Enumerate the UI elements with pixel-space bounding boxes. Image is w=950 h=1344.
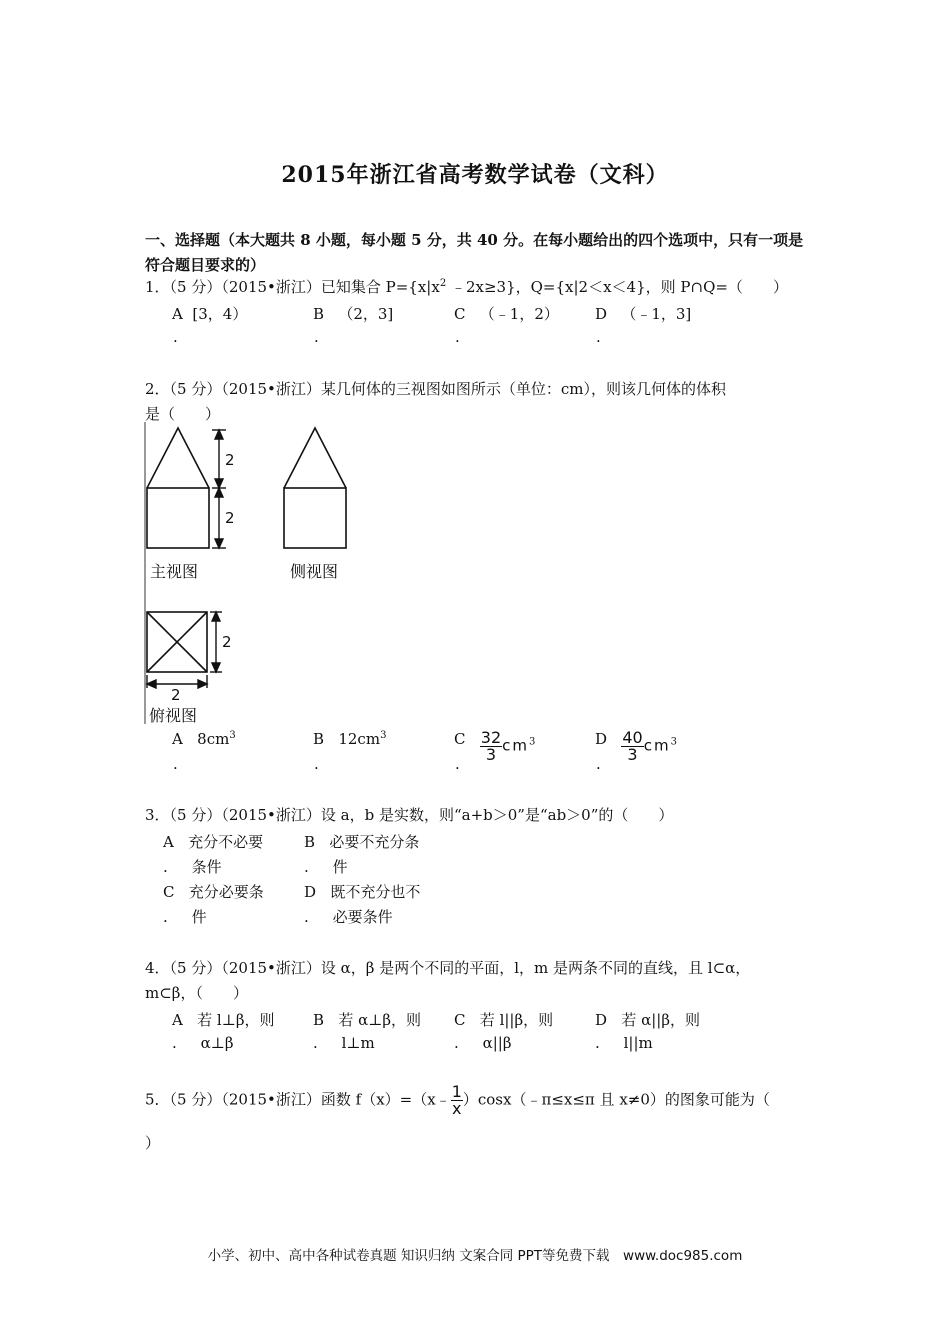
question-3-stem: 3．（5 分）（2015•浙江）设 a，b 是实数，则“a+b＞0”是“ab＞0”的（ ）	[145, 806, 674, 824]
q1-option-c-dot: .	[455, 328, 460, 346]
question-1-stem: 1．（5 分）（2015•浙江）已知集合 $P=\{x|x^2$ ﹣2x≥3}，Q={x|2＜x＜4}，则 P∩Q=（ ）	[145, 278, 788, 296]
q1-option-a-dot: .	[173, 328, 178, 346]
side-view	[284, 428, 346, 548]
top-view-bottom-dim-label: 2	[171, 686, 181, 704]
page-footer: 小学、初中、高中各种试卷真题 知识归纳 文案合同 PPT等免费下载 www.doc985.com	[207, 1248, 743, 1264]
question-5-stem-line2: ）	[145, 1134, 161, 1152]
section-heading: 一、选择题（本大题共 8 小题，每小题 5 分，共 40 分。在每小题给出的四个选项中，只有一项是符合题目要求的）	[145, 231, 804, 274]
question-4-stem-line2: m⊂β，（ ）	[145, 984, 248, 1002]
q3-option-c[interactable]: C 充分必要条	[163, 883, 264, 901]
q4-option-a[interactable]: A 若 l⊥β，则	[172, 1011, 275, 1029]
question-2-stem-line2: 是（ ）	[145, 405, 221, 423]
front-view-dimension	[212, 430, 226, 548]
q2-option-c[interactable]: C $\frac{32}{3}$ $cm^3$	[454, 728, 536, 764]
q5-fraction: $\frac{1}{x}$	[451, 1082, 462, 1118]
q2-option-d[interactable]: D $\frac{40}{3}$ $cm^3$	[595, 728, 677, 764]
q1-option-c[interactable]: C （﹣1，2）	[454, 305, 559, 323]
question-4-stem: 4．（5 分）（2015•浙江）设 α，β 是两个不同的平面，l，m 是两条不同的直线，且 l⊂α，	[145, 959, 751, 977]
q4-option-c[interactable]: C 若 l||β，则	[454, 1011, 554, 1029]
q4-option-b[interactable]: B 若 α⊥β，则	[313, 1011, 422, 1029]
q1-option-b[interactable]: B （2，3]	[313, 305, 394, 323]
q3-option-b-line2: . 件	[304, 858, 348, 876]
q2-option-c-dot: .	[455, 755, 460, 773]
q4-option-b-line2: . l⊥m	[313, 1034, 375, 1052]
top-view-side-dimension	[210, 612, 222, 672]
q2-option-c-fraction: $\frac{32}{3}$	[480, 728, 502, 764]
q3-option-d-line2: . 必要条件	[304, 908, 393, 926]
q3-option-b[interactable]: B 必要不充分条	[304, 833, 420, 851]
q2-option-d-fraction: $\frac{40}{3}$	[622, 728, 643, 764]
q4-option-a-line2: . α⊥β	[172, 1034, 234, 1052]
q1-option-b-dot: .	[314, 328, 319, 346]
q3-option-c-line2: . 件	[163, 908, 207, 926]
q2-option-a[interactable]: A $8cm^3$	[172, 730, 236, 748]
q3-option-a[interactable]: A 充分不必要	[163, 833, 264, 851]
q4-option-d[interactable]: D 若 α||β，则	[595, 1011, 701, 1029]
q2-option-a-dot: .	[173, 755, 178, 773]
q1-option-a[interactable]: A [3，4）	[172, 305, 248, 323]
question-5-stem: 5．（5 分）（2015•浙江）函数 f（x）=（x﹣ $\frac{1}{x}$ ）cosx（﹣π≤x≤π 且 x≠0）的图象可能为（	[145, 1082, 770, 1118]
q3-option-d[interactable]: D 既不充分也不	[304, 883, 421, 901]
q3-option-a-line2: . 条件	[163, 858, 222, 876]
question-2-stem: 2．（5 分）（2015•浙江）某几何体的三视图如图所示（单位：cm），则该几何体的体积	[145, 380, 727, 398]
front-view-label: 主视图	[150, 562, 199, 581]
front-dim-top-label: 2	[225, 451, 235, 469]
top-view	[147, 612, 207, 672]
q2-option-d-dot: .	[596, 755, 601, 773]
front-view	[147, 428, 209, 548]
page-title: 2015年浙江省高考数学试卷（文科）	[281, 162, 669, 188]
q4-option-c-line2: . α||β	[454, 1034, 512, 1052]
side-view-label: 侧视图	[290, 562, 339, 581]
q4-option-d-line2: . l||m	[595, 1034, 653, 1052]
front-dim-bottom-label: 2	[225, 509, 235, 527]
three-view-figure	[140, 422, 360, 727]
top-view-label: 俯视图	[149, 706, 198, 725]
q2-option-b[interactable]: B $12cm^3$	[313, 730, 387, 748]
q1-option-d[interactable]: D （﹣1，3]	[595, 305, 692, 323]
q1-option-d-dot: .	[596, 328, 601, 346]
q2-option-b-dot: .	[314, 755, 319, 773]
top-view-side-dim-label: 2	[222, 633, 232, 651]
